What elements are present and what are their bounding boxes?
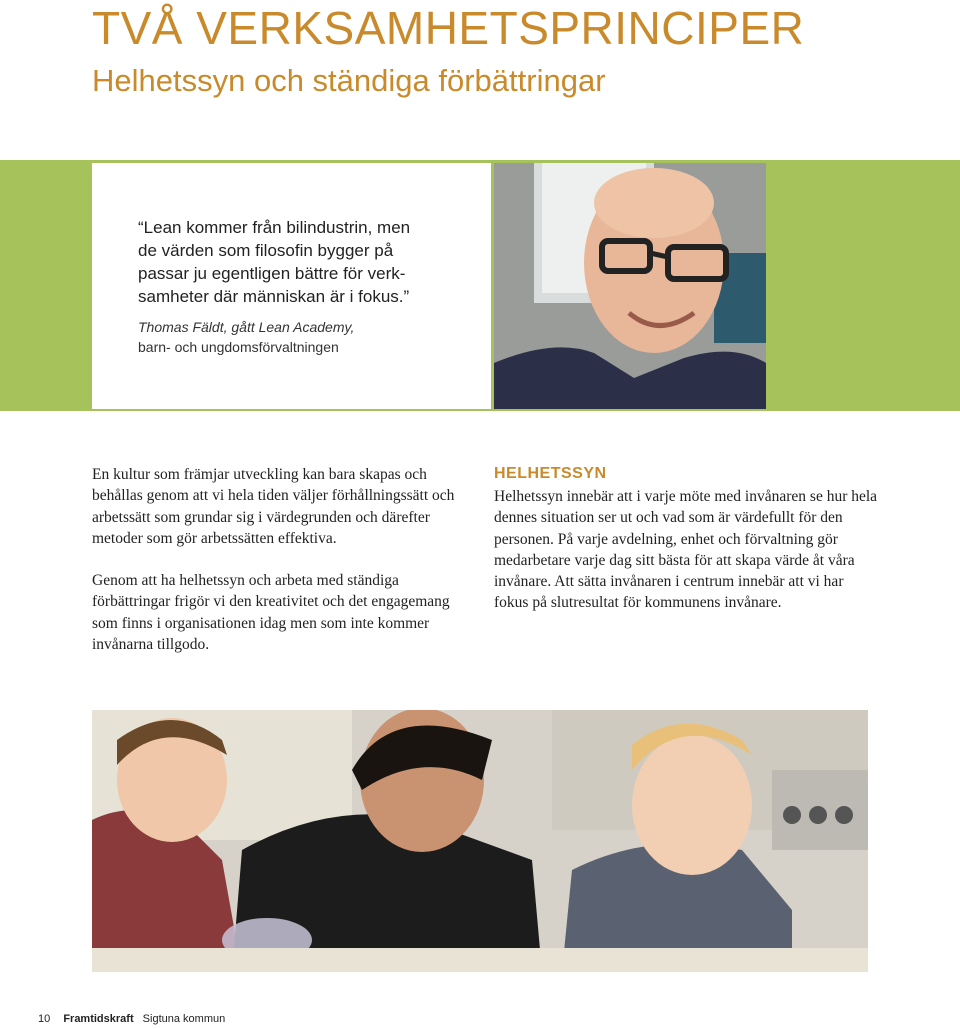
body-left-column [92, 464, 477, 676]
quote-author-org: barn- och ungdomsförvaltningen [138, 339, 339, 355]
portrait-illustration [494, 163, 766, 409]
quote-author [138, 317, 478, 357]
body-right-column [494, 464, 879, 635]
body-paragraph: Genom att ha helhetssyn och arbeta med ständiga förbättringar frigör vi den kreativitet och det engagemang som finns i organisationen idag men som inte kommer invånarna tillgodo. [92, 572, 450, 654]
quote-line: samheter där människan är i fokus.” [138, 287, 410, 306]
page-title: TVÅ VERKSAMHETSPRINCIPER [92, 2, 805, 54]
quote-box [92, 163, 491, 409]
quote-line: “Lean kommer från bilindustrin, men [138, 218, 411, 237]
body-paragraph: En kultur som främjar utveckling kan bara skapas och behållas genom att vi hela tiden väljer förhållningssätt och arbetssätt som grundar sig i värdegrunden och därefter metoder som gör arbetssätten effektiva. [92, 466, 455, 547]
portrait-photo [494, 163, 766, 409]
section-heading: HELHETSSYN [494, 465, 607, 482]
body-paragraph: Helhetssyn innebär att i varje möte med invånaren se hur hela dennes situation ser ut och vad som är värdefullt för den personen. På varje avdelning, enhet och förvaltning gör medarbetare varje dag sitt bästa för att skapa värde åt våra invånare. Att sätta invånaren i centrum innebär att vi har fokus på slutresultat för kommunens invånare. [494, 488, 878, 612]
footer [38, 1013, 225, 1025]
publication-name: Framtidskraft [63, 1013, 134, 1025]
page-subtitle: Helhetssyn och ständiga förbättringar [92, 63, 606, 98]
children-photo [92, 710, 868, 972]
page-number: 10 [38, 1013, 51, 1025]
quote-line: passar ju egentligen bättre för verk- [138, 264, 406, 283]
organization-name: Sigtuna kommun [142, 1013, 226, 1025]
children-illustration [92, 710, 868, 972]
quote-text [138, 216, 478, 308]
quote-author-name: Thomas Fäldt, gått Lean Academy, [138, 319, 355, 335]
quote-line: de värden som filosofin bygger på [138, 241, 394, 260]
